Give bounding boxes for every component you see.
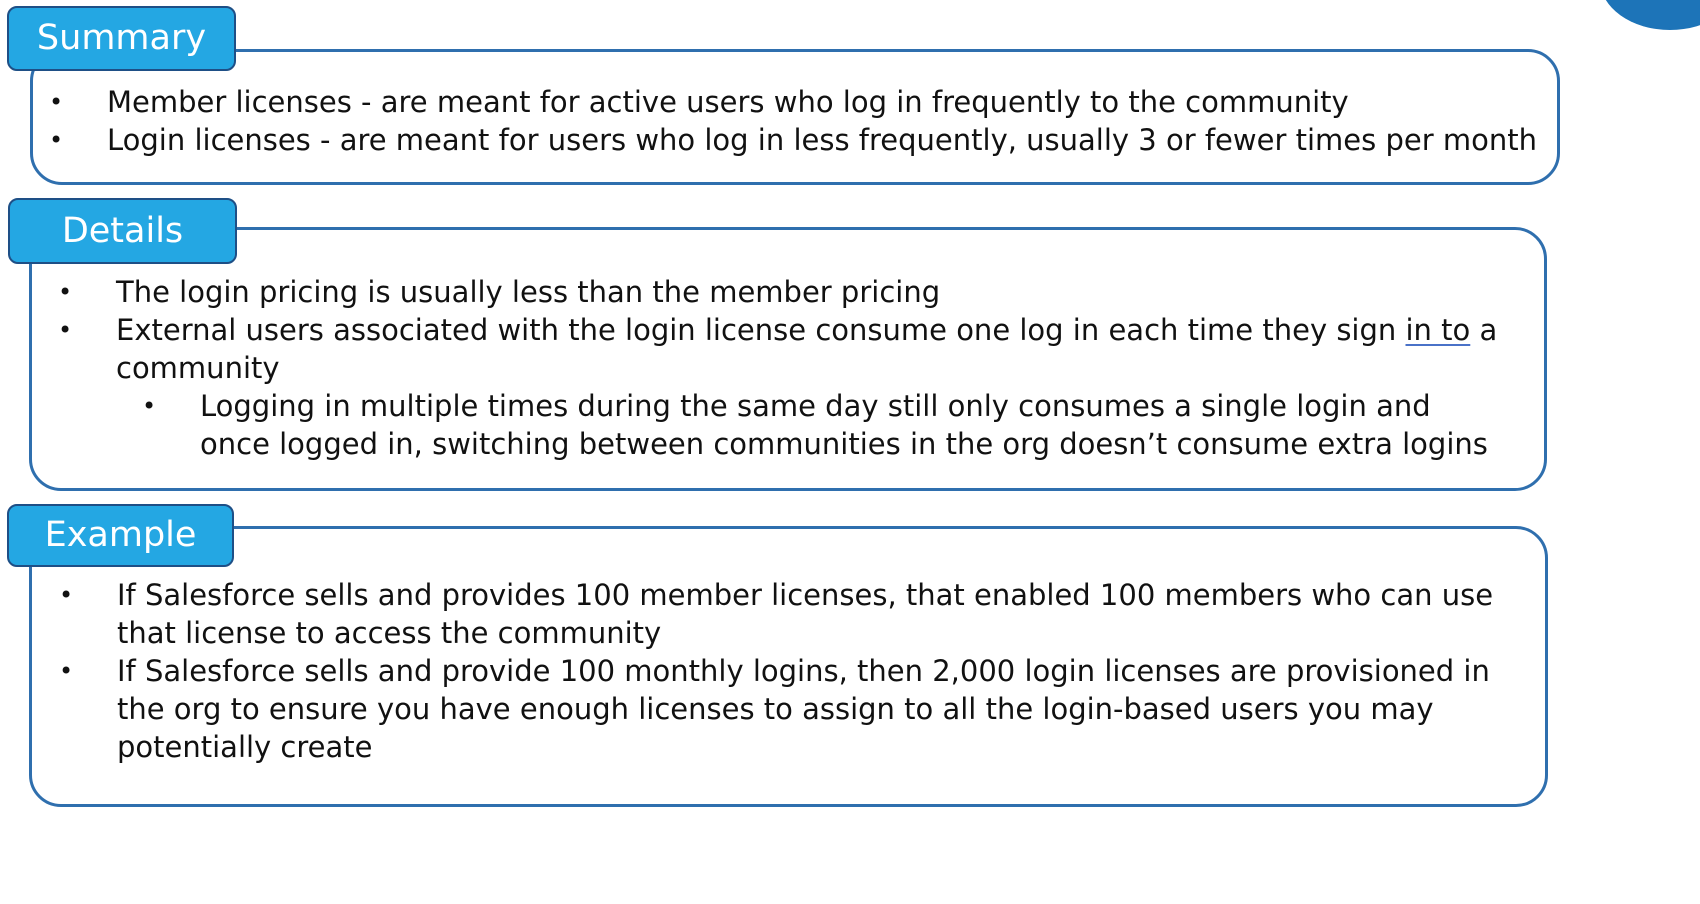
example-item-member-licenses — [59, 576, 1507, 652]
details-item-external-users — [58, 311, 1506, 463]
details-item-suffix: a community — [116, 313, 1498, 385]
details-item-pricing — [58, 273, 1506, 311]
bullet-icon: • — [49, 88, 64, 116]
summary-box — [30, 49, 1560, 185]
summary-item-text: Member licenses - are meant for active users who log in frequently to the community — [107, 85, 1349, 119]
details-tab-label: Details — [8, 198, 237, 264]
details-nested-item-text: Logging in multiple times during the same day still only consumes a single login and once logged in, switching between communities in the org doesn’t consume extra logins — [200, 389, 1488, 461]
details-item-text: The login pricing is usually less than the member pricing — [116, 275, 941, 309]
details-list — [58, 273, 1506, 463]
example-item-text: If Salesforce sells and provides 100 member licenses, that enabled 100 members who can use that license to access the community — [117, 578, 1494, 650]
details-item-link-text: in to — [1405, 313, 1471, 347]
summary-list — [49, 83, 1537, 159]
details-nested-item — [142, 387, 1506, 463]
bullet-icon: • — [49, 126, 64, 154]
example-list — [59, 576, 1507, 766]
summary-tab-label: Summary — [7, 6, 236, 71]
details-item-prefix: External users associated with the login license consume one log in each time they sign — [116, 313, 1406, 347]
bullet-icon: • — [59, 581, 74, 609]
summary-item-member — [49, 83, 1537, 121]
details-nested-list — [116, 387, 1506, 463]
bullet-icon: • — [58, 316, 73, 344]
example-item-text: If Salesforce sells and provide 100 monthly logins, then 2,000 login licenses are provisioned in the org to ensure you have enough licenses to assign to all the login-based users you may potentially create — [117, 654, 1490, 764]
bullet-icon: • — [142, 392, 157, 420]
summary-item-text: Login licenses - are meant for users who log in less frequently, usually 3 or fewer times per month — [107, 123, 1537, 157]
corner-decoration — [1600, 0, 1700, 30]
example-box — [29, 526, 1548, 807]
example-item-monthly-logins — [59, 652, 1507, 766]
bullet-icon: • — [59, 657, 74, 685]
summary-item-login — [49, 121, 1537, 159]
example-tab-label: Example — [7, 504, 234, 567]
bullet-icon: • — [58, 278, 73, 306]
details-box — [29, 227, 1547, 491]
